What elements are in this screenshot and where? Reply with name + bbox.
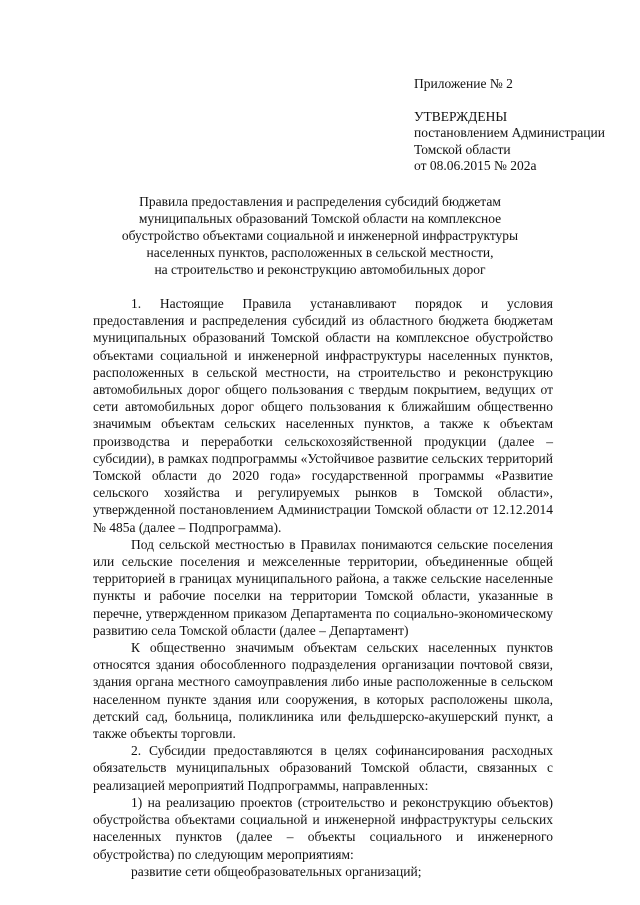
approved-label: УТВЕРЖДЕНЫ (414, 108, 508, 124)
paragraph: развитие сети общеобразовательных организаций; (131, 863, 422, 879)
title-line: муниципальных образований Томской области на комплексное (138, 211, 502, 226)
title-line: населенных пунктов, расположенных в сельской местности, (146, 245, 494, 260)
paragraph: К общественно значимым объектам сельских населенных пунктов относятся здания обособленного подразделения организации почтовой связи, здания органа местного самоуправления либо иные расположенные в сельском населенном пункте здания или сооружения, в которых расположены школа, детский сад, больница, поликлиника или фельдшерско-акушерский пункт, а также объекты торговли. (93, 640, 553, 742)
paragraph: Под сельской местностью в Правилах понимаются сельские поселения или сельские поселения и межселенные территории, объединенные общей территорией в границах муниципального района, а также сельские населенные пункты и рабочие поселки на территории Томской области, указанные в перечне, утвержденном приказом Департамента по социально-экономическому развитию села Томской области (далее – Департамент) (93, 536, 553, 638)
title-line: Правила предоставления и распределения субсидий бюджетам (139, 194, 501, 209)
paragraph: 1. Настоящие Правила устанавливают порядок и условия предоставления и распределения субсидий из областного бюджета бюджетам муниципальных образований Томской области на комплексное обустройство объектами социальной и инженерной инфраструктуры населенных пунктов, расположенных в сельской местности, на строительство и реконструкцию автомобильных дорог общего пользования с твердым покрытием, ведущих от сети автомобильных дорог общего пользования к ближайшим общественно значимым объектам сельских населенных пунктов, а также к объектам производства и переработки сельскохозяйственной продукции (далее – субсидии), в рамках подпрограммы «Устойчивое развитие сельских территорий Томской области до 2020 года» государственной программы «Развитие сельского хозяйства и регулируемых рынков в Томской области», утвержденной постановлением Администрации Томской области от 12.12.2014 № 485а (далее – Подпрограмма). (93, 296, 553, 535)
document-body (93, 295, 553, 880)
spacer (414, 93, 605, 109)
paragraph: 1) на реализацию проектов (строительство и реконструкцию объектов) обустройства объектами социальной и инженерной инфраструктуры сельских населенных пунктов (далее – объекты социального и инженерного обустройства) по следующим мероприятиям: (93, 794, 553, 862)
paragraph: 2. Субсидии предоставляются в целях софинансирования расходных обязательств муниципальных образований Томской области, связанных с реализацией мероприятий Подпрограммы, направленных: (93, 743, 553, 793)
title-line: обустройство объектами социальной и инженерной инфраструктуры (121, 228, 519, 243)
approval-line: Томской области (414, 141, 511, 157)
title-line: на строительство и реконструкцию автомобильных дорог (154, 262, 486, 277)
approval-date: от 08.06.2015 № 202а (414, 158, 537, 173)
approval-block (414, 76, 605, 175)
document-title (90, 193, 550, 278)
approval-line: постановлением Администрации (414, 125, 605, 140)
appendix-label: Приложение № 2 (414, 76, 513, 91)
